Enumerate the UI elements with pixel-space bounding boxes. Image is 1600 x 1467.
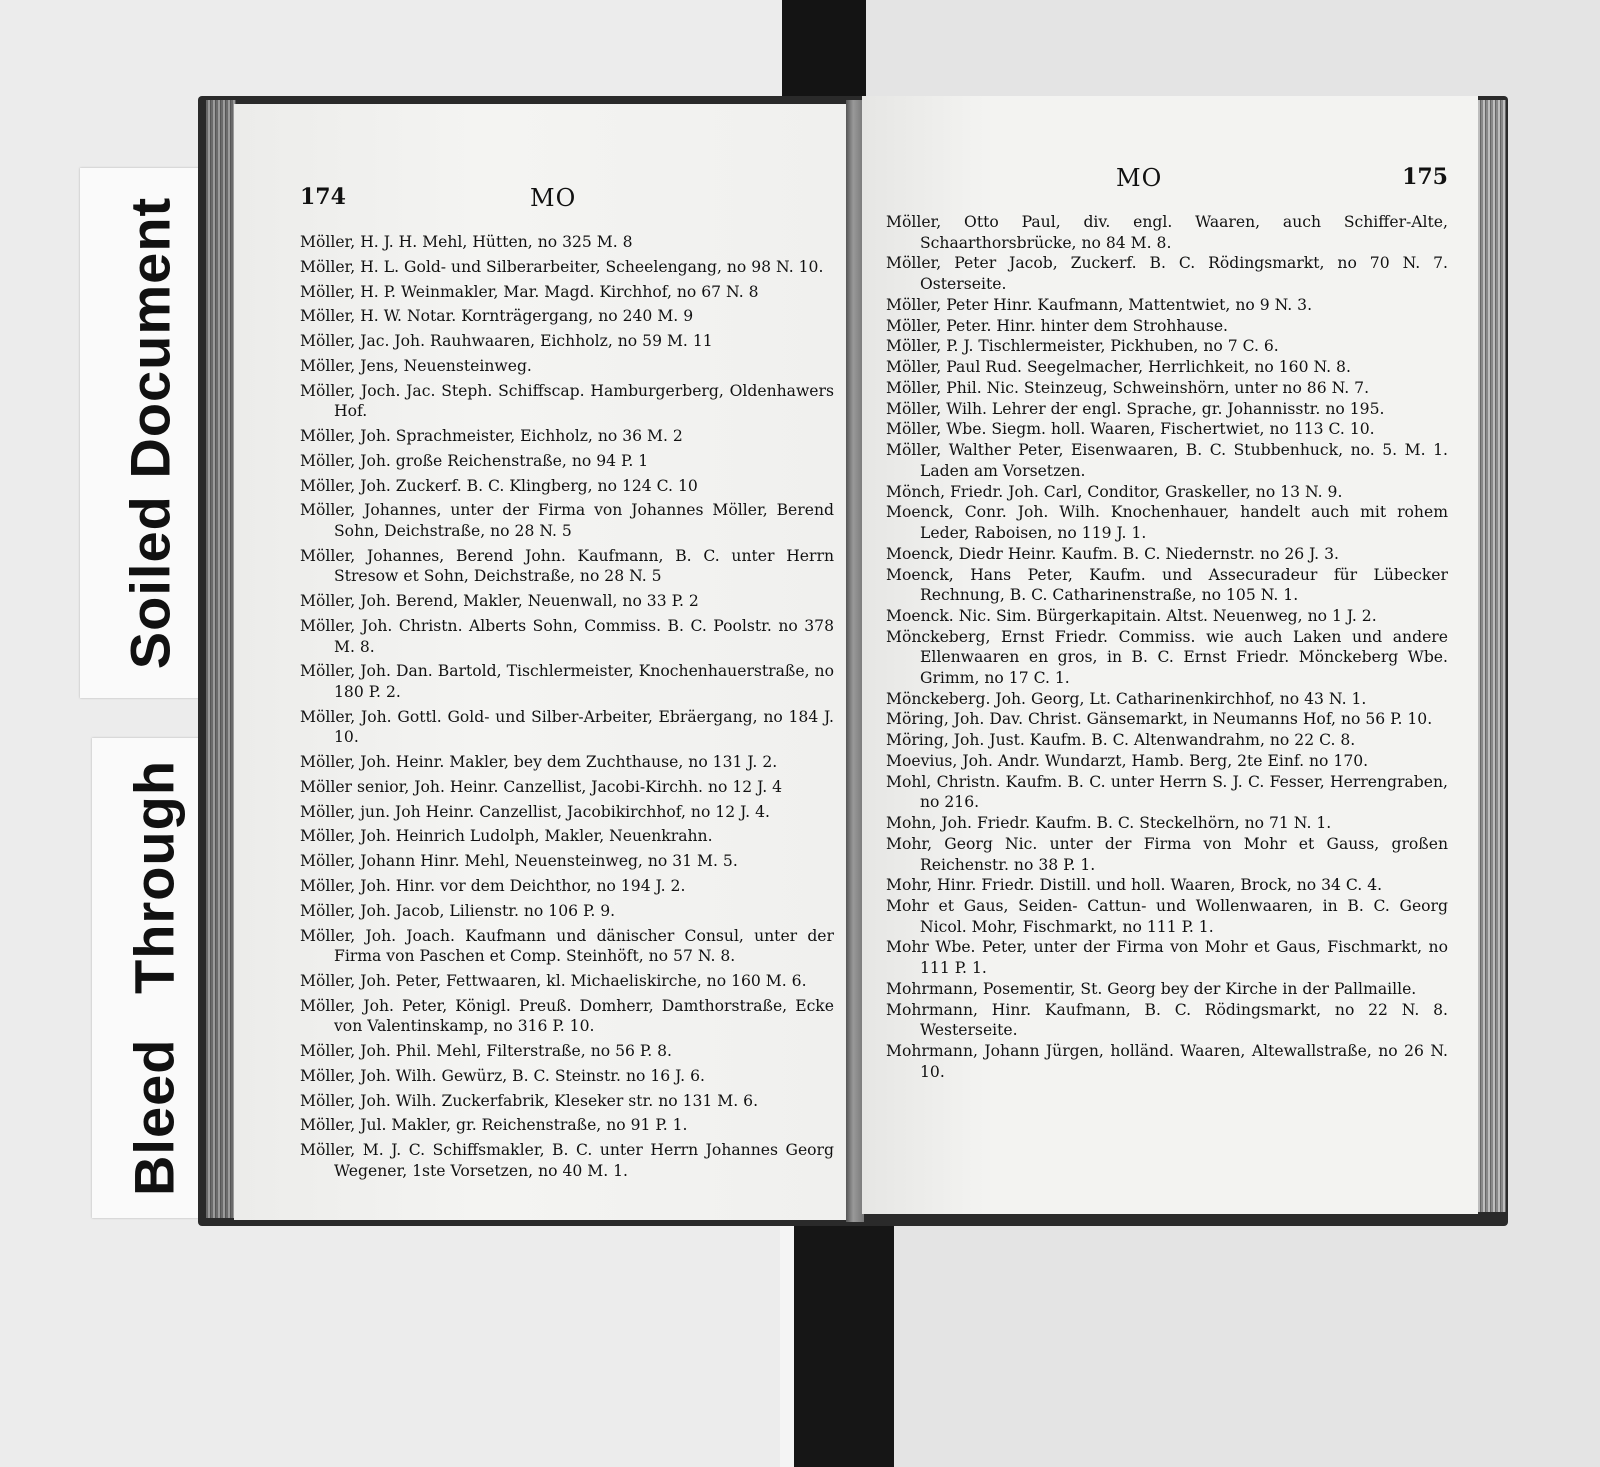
directory-entry: Möller, Joh. Wilh. Gewürz, B. C. Steinstr. no 16 J. 6.	[300, 1066, 705, 1085]
bleed-through-text: Bleed Through	[122, 759, 186, 1197]
left-page	[234, 104, 850, 1220]
directory-entry: Moenck, Diedr Heinr. Kaufm. B. C. Niedernstr. no 26 J. 3.	[886, 544, 1339, 563]
scan-strip-top	[782, 0, 866, 108]
directory-entry: Möller, Joch. Jac. Steph. Schiffscap. Hamburgerberg, Oldenhawers Hof.	[300, 381, 834, 421]
directory-entry: Mönckeberg. Joh. Georg, Lt. Catharinenkirchhof, no 43 N. 1.	[886, 689, 1367, 708]
directory-entry: Möller, H. J. H. Mehl, Hütten, no 325 M. 8	[300, 233, 633, 251]
directory-entry: Möller, Walther Peter, Eisenwaaren, B. C. Stubbenhuck, no. 5. M. 1. Laden am Vorsetzen.	[886, 441, 1448, 480]
directory-entry: Mönckeberg, Ernst Friedr. Commiss. wie auch Laken und andere Ellenwaaren en gros, in B. C. Ernst Friedr. Mönckeberg Wbe. Grimm, no 17 C. 1.	[886, 627, 1448, 687]
directory-entry: Möller, Jens, Neuensteinweg.	[300, 356, 532, 375]
directory-entry: Möller, Johannes, Berend John. Kaufmann, B. C. unter Herrn Stresow et Sohn, Deichstraße, no 28 N. 5	[300, 546, 834, 586]
directory-entry: Möller, Wbe. Siegm. holl. Waaren, Fischertwiet, no 113 C. 10.	[886, 420, 1375, 439]
directory-entry: Möller, Wilh. Lehrer der engl. Sprache, gr. Johannisstr. no 195.	[886, 399, 1385, 418]
directory-entry: Möller, H. P. Weinmakler, Mar. Magd. Kirchhof, no 67 N. 8	[300, 282, 759, 301]
left-running-head: MO	[530, 184, 577, 212]
directory-entry: Moenck, Conr. Joh. Wilh. Knochenhauer, handelt auch mit rohem Leder, Raboisen, no 119 J. 1.	[886, 503, 1448, 542]
scan-strip-edge	[780, 1210, 794, 1467]
directory-entry: Möller, M. J. C. Schiffsmakler, B. C. unter Herrn Johannes Georg Wegener, 1ste Vorsetzen, no 40 M. 1.	[300, 1141, 834, 1180]
directory-entry: Mohrmann, Hinr. Kaufmann, B. C. Rödingsmarkt, no 22 N. 8. Westerseite.	[886, 1000, 1448, 1040]
directory-entry: Mönch, Friedr. Joh. Carl, Conditor, Graskeller, no 13 N. 9.	[886, 482, 1343, 501]
scan-strip-bottom	[794, 1210, 894, 1467]
directory-entry: Möller, Joh. große Reichenstraße, no 94 P. 1	[300, 451, 649, 470]
directory-entry: Möller, H. W. Notar. Kornträgergang, no 240 M. 9	[300, 307, 694, 326]
directory-entry: Moenck, Hans Peter, Kaufm. und Assecuradeur für Lübecker Rechnung, B. C. Catharinenstraße, no 105 N. 1.	[886, 565, 1448, 605]
directory-entry: Möller, Joh. Gottl. Gold- und Silber-Arbeiter, Ebräergang, no 184 J. 10.	[300, 707, 834, 747]
directory-entry: Mohr, Hinr. Friedr. Distill. und holl. Waaren, Brock, no 34 C. 4.	[886, 876, 1383, 895]
directory-entry: Möller, Joh. Sprachmeister, Eichholz, no 36 M. 2	[300, 427, 683, 446]
directory-entry: Möller, Phil. Nic. Steinzeug, Schweinshörn, unter no 86 N. 7.	[886, 378, 1370, 397]
directory-entry: Mohrmann, Johann Jürgen, holländ. Waaren, Altewallstraße, no 26 N. 10.	[886, 1042, 1448, 1081]
right-entry-list	[886, 212, 1448, 1082]
directory-entry: Möller, Joh. Joach. Kaufmann und dänischer Consul, unter der Firma von Paschen et Comp. Steinhöft, no 57 N. 8.	[300, 926, 834, 966]
right-page	[862, 96, 1478, 1214]
directory-entry: Möller, Joh. Wilh. Zuckerfabrik, Kleseker str. no 131 M. 6.	[300, 1091, 759, 1110]
right-page-number: 175	[1402, 164, 1448, 190]
directory-entry: Möller, Joh. Peter, Fettwaaren, kl. Michaeliskirche, no 160 M. 6.	[300, 971, 807, 990]
directory-entry: Möller, Jul. Makler, gr. Reichenstraße, no 91 P. 1.	[300, 1116, 688, 1135]
directory-entry: Möller, Jac. Joh. Rauhwaaren, Eichholz, no 59 M. 11	[300, 332, 713, 351]
directory-entry: Mohn, Joh. Friedr. Kaufm. B. C. Steckelhörn, no 71 N. 1.	[886, 814, 1332, 833]
directory-entry: Möller, Paul Rud. Seegelmacher, Herrlichkeit, no 160 N. 8.	[886, 358, 1351, 377]
directory-entry: Mohl, Christn. Kaufm. B. C. unter Herrn S. J. C. Fesser, Herrengraben, no 216.	[886, 772, 1448, 812]
directory-entry: Möller, Joh. Heinrich Ludolph, Makler, Neuenkrahn.	[300, 827, 713, 846]
directory-entry: Möller, P. J. Tischlermeister, Pickhuben, no 7 C. 6.	[886, 337, 1279, 356]
directory-entry: Möller, Joh. Berend, Makler, Neuenwall, no 33 P. 2	[300, 592, 699, 611]
directory-entry: Möller, Joh. Dan. Bartold, Tischlermeister, Knochenhauerstraße, no 180 P. 2.	[300, 662, 834, 701]
directory-entry: Möller, Johannes, unter der Firma von Johannes Möller, Berend Sohn, Deichstraße, no 28 N. 5	[300, 501, 834, 540]
page-edges-left	[206, 100, 236, 1218]
directory-entry: Mohr, Georg Nic. unter der Firma von Mohr et Gauss, großen Reichenstr. no 38 P. 1.	[886, 834, 1448, 874]
directory-entry: Möller, Joh. Hinr. vor dem Deichthor, no 194 J. 2.	[300, 876, 686, 895]
directory-entry: Möller, Joh. Zuckerf. B. C. Klingberg, no 124 C. 10	[300, 476, 698, 495]
right-running-head: MO	[1116, 164, 1163, 192]
left-page-header	[300, 180, 834, 220]
soiled-document-text: Soiled Document	[118, 196, 182, 670]
directory-entry: Moenck. Nic. Sim. Bürgerkapitain. Altst. Neuenweg, no 1 J. 2.	[886, 606, 1377, 625]
directory-entry: Möller, Joh. Phil. Mehl, Filterstraße, no 56 P. 8.	[300, 1042, 673, 1061]
directory-entry: Möring, Joh. Just. Kaufm. B. C. Altenwandrahm, no 22 C. 8.	[886, 731, 1356, 750]
directory-entry: Möller, jun. Joh Heinr. Canzellist, Jacobikirchhof, no 12 J. 4.	[300, 802, 770, 821]
directory-entry: Moevius, Joh. Andr. Wundarzt, Hamb. Berg, 2te Einf. no 170.	[886, 752, 1369, 770]
directory-entry: Mohrmann, Posementir, St. Georg bey der Kirche in der Pallmaille.	[886, 979, 1417, 998]
left-entry-list	[300, 232, 834, 1181]
left-page-number: 174	[300, 184, 346, 210]
directory-entry: Möller, Joh. Jacob, Lilienstr. no 106 P. 9.	[300, 901, 616, 920]
page-edges-right	[1476, 100, 1506, 1212]
directory-entry: Mohr Wbe. Peter, unter der Firma von Mohr et Gaus, Fischmarkt, no 111 P. 1.	[886, 938, 1448, 978]
directory-entry: Möller senior, Joh. Heinr. Canzellist, Jacobi-Kirchh. no 12 J. 4	[300, 777, 783, 796]
directory-entry: Möller, Peter. Hinr. hinter dem Strohhause.	[886, 316, 1229, 335]
right-page-header	[886, 160, 1448, 200]
directory-entry: Möller, Johann Hinr. Mehl, Neuensteinweg, no 31 M. 5.	[300, 852, 738, 871]
directory-entry: Möller, Joh. Christn. Alberts Sohn, Commiss. B. C. Poolstr. no 378 M. 8.	[300, 616, 834, 656]
directory-entry: Möller, Joh. Heinr. Makler, bey dem Zuchthause, no 131 J. 2.	[300, 753, 778, 772]
directory-entry: Möller, H. L. Gold- und Silberarbeiter, Scheelengang, no 98 N. 10.	[300, 257, 824, 276]
directory-entry: Möller, Peter Jacob, Zuckerf. B. C. Rödingsmarkt, no 70 N. 7. Osterseite.	[886, 254, 1448, 293]
directory-entry: Möring, Joh. Dav. Christ. Gänsemarkt, in Neumanns Hof, no 56 P. 10.	[886, 710, 1433, 729]
directory-entry: Möller, Otto Paul, div. engl. Waaren, auch Schiffer-Alte, Schaarthorsbrücke, no 84 M. 8.	[886, 213, 1448, 252]
directory-entry: Mohr et Gaus, Seiden- Cattun- und Wollenwaaren, in B. C. Georg Nicol. Mohr, Fischmarkt, no 111 P. 1.	[886, 897, 1448, 936]
directory-entry: Möller, Peter Hinr. Kaufmann, Mattentwiet, no 9 N. 3.	[886, 295, 1313, 314]
directory-entry: Möller, Joh. Peter, Königl. Preuß. Domherr, Damthorstraße, Ecke von Valentinskamp, no 316 P. 10.	[300, 996, 834, 1036]
